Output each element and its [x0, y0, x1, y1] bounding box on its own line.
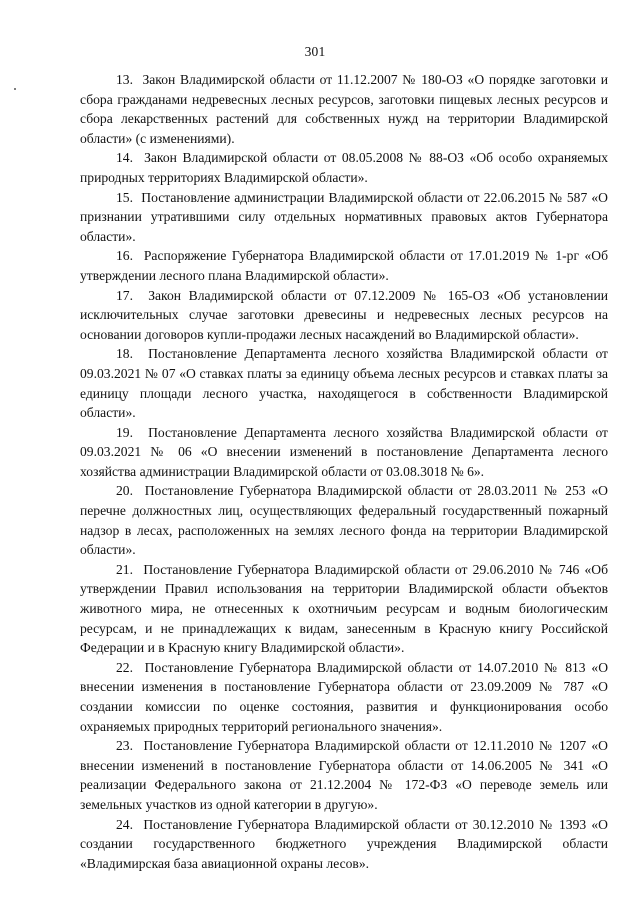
item-number: 21. [116, 561, 133, 577]
item-text: Закон Владимирской области от 11.12.2007 № 180-ОЗ «О порядке заготовки и сбора гражданами недревесных лесных ресурсов, заготовки пищевых лесных ресурсов и сбора лекарственных растений для собственных нужд на территории Владимирской области» (с изменениями). [80, 72, 609, 146]
item-number: 22. [116, 659, 133, 675]
list-item [80, 736, 608, 814]
item-text: Постановление Департамента лесного хозяйства Владимирской области от 09.03.2021 № 07 «О ставках платы за единицу объема лесных ресурсов и ставках платы за единицу площади лесного участка, находящегося в собственности Владимирской области». [80, 346, 608, 421]
item-number: 23. [116, 738, 133, 754]
list-item [80, 246, 608, 285]
list-item [80, 188, 608, 247]
item-text: Постановление Департамента лесного хозяйства Владимирской области от 09.03.2021 № 06 «О внесении изменений в постановление Департамента лесного хозяйства администрации Владимирской области от 03.08.3018 № 6». [80, 424, 608, 479]
item-text: Постановление Губернатора Владимирской области от 12.11.2010 № 1207 «О внесении изменений в постановление Губернатора области от 14.06.2005 № 341 «О реализации Федерального закона от 21.12.2004 № 172-ФЗ «О переводе земель или земельных участков из одной категории в другую». [80, 738, 608, 812]
scan-speck [14, 88, 16, 90]
item-number: 17. [116, 287, 133, 303]
item-number: 13. [116, 72, 133, 87]
list-item [80, 344, 608, 422]
item-number: 14. [116, 150, 133, 166]
item-text: Закон Владимирской области от 07.12.2009 № 165-ОЗ «Об установлении исключительных случае заготовки древесины и недревесных лесных ресурсов на основании договоров купли-продажи лесных насаждений во Владимирской области». [80, 287, 608, 342]
item-text: Постановление Губернатора Владимирской области от 28.03.2011 № 253 «О перечне должностных лиц, осуществляющих федеральный государственный пожарный надзор в лесах, расположенных на землях лесного фонда на территории Владимирской области». [80, 483, 608, 558]
list-item [80, 148, 608, 187]
list-item [80, 658, 608, 736]
list-item [80, 286, 608, 345]
item-number: 18. [116, 346, 133, 362]
item-text: Постановление Губернатора Владимирской области от 14.07.2010 № 813 «О внесении изменения в постановление Губернатора области от 23.09.2009 № 787 «О создании комиссии по оценке состояния, развития и функционирования особо охраняемых природных территорий регионального значения». [80, 659, 609, 734]
list-item [80, 815, 608, 874]
item-number: 19. [116, 424, 133, 440]
list-item [80, 70, 608, 148]
item-text: Распоряжение Губернатора Владимирской области от 17.01.2019 № 1-рг «Об утверждении лесного плана Владимирской области». [80, 248, 608, 283]
item-text: Постановление Губернатора Владимирской области от 29.06.2010 № 746 «Об утверждении Правил использования на территории Владимирской области объектов животного мира, не отнесенных к охотничьим ресурсам и водным биологическим ресурсам, и не принадлежащих к видам, занесенным в Красную книгу Российской Федерации и в Красную книгу Владимирской области». [80, 561, 608, 656]
item-number: 16. [116, 248, 133, 264]
item-number: 20. [116, 483, 133, 499]
item-number: 24. [116, 816, 133, 832]
legal-acts-list [80, 70, 608, 873]
page-number: 301 [304, 44, 326, 59]
item-number: 15. [116, 189, 133, 205]
item-text: Постановление администрации Владимирской области от 22.06.2015 № 587 «О признании утратившими силу отдельных нормативных правовых актов Губернатора области». [80, 189, 608, 244]
list-item [80, 481, 608, 559]
list-item [80, 560, 608, 658]
item-text: Закон Владимирской области от 08.05.2008 № 88-ОЗ «Об особо охраняемых природных территориях Владимирской области». [80, 150, 608, 185]
item-text: Постановление Губернатора Владимирской области от 30.12.2010 № 1393 «О создании государственного бюджетного учреждения Владимирской области «Владимирская база авиационной охраны лесов». [80, 816, 608, 871]
list-item [80, 423, 608, 482]
